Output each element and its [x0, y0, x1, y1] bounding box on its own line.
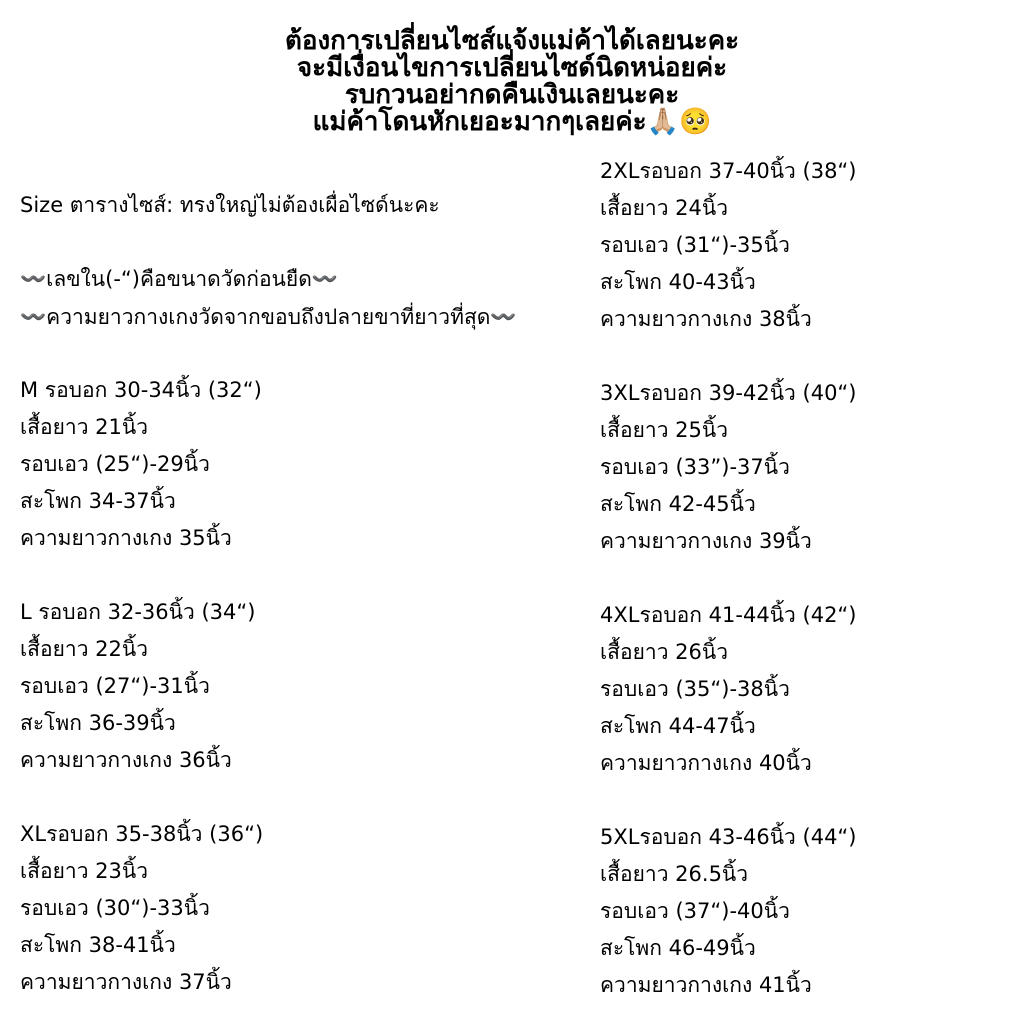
header-line-1: ต้องการเปลี่ยนไซส์แจ้งแม่ค้าได้เลยนะคะ — [284, 26, 740, 56]
size-xl-chest: XLรอบอก 35-38นิ้ว (36“) — [20, 822, 264, 846]
size-xl-shirt-length: เสื้อยาว 23นิ้ว — [20, 859, 149, 883]
header-line-3: รบกวนอย่ากดคืนเงินเลยนะคะ — [344, 80, 680, 110]
size-2xl-hip: สะโพก 40-43นิ้ว — [600, 270, 756, 294]
size-5xl-pants-length: ความยาวกางเกง 41นิ้ว — [600, 973, 812, 997]
size-3xl-chest: 3XLรอบอก 39-42นิ้ว (40“) — [600, 381, 857, 405]
size-5xl-waist: รอบเอว (37“)-40นิ้ว — [600, 899, 790, 923]
size-l-hip: สะโพก 36-39นิ้ว — [20, 711, 176, 735]
size-3xl-waist: รอบเอว (33”)-37นิ้ว — [600, 455, 790, 479]
size-5xl-hip: สะโพก 46-49นิ้ว — [600, 936, 756, 960]
size-xl-waist: รอบเอว (30“)-33นิ้ว — [20, 896, 210, 920]
size-l-chest: L รอบอก 32-36นิ้ว (34“) — [20, 600, 256, 624]
size-2xl-pants-length: ความยาวกางเกง 38นิ้ว — [600, 307, 812, 331]
size-2xl-shirt-length: เสื้อยาว 24นิ้ว — [600, 196, 729, 220]
measure-note-stretch: 〰️เลขใน(-“)คือขนาดวัดก่อนยืด〰️ — [20, 267, 339, 291]
header-notice — [0, 28, 1024, 136]
size-m-hip: สะโพก 34-37นิ้ว — [20, 489, 176, 513]
size-3xl-hip: สะโพก 42-45นิ้ว — [600, 492, 756, 516]
size-4xl-waist: รอบเอว (35“)-38นิ้ว — [600, 677, 790, 701]
size-2xl-chest: 2XLรอบอก 37-40นิ้ว (38“) — [600, 159, 857, 183]
header-line-4: แม่ค้าโดนหักเยอะมากๆเลยค่ะ🙏🏼🥺 — [312, 107, 712, 137]
size-4xl-shirt-length: เสื้อยาว 26นิ้ว — [600, 640, 729, 664]
size-l-pants-length: ความยาวกางเกง 36นิ้ว — [20, 748, 232, 772]
size-5xl-chest: 5XLรอบอก 43-46นิ้ว (44“) — [600, 825, 857, 849]
size-3xl-pants-length: ความยาวกางเกง 39นิ้ว — [600, 529, 812, 553]
size-l-waist: รอบเอว (27“)-31นิ้ว — [20, 674, 210, 698]
size-m-waist: รอบเอว (25“)-29นิ้ว — [20, 452, 210, 476]
measure-note-pants: 〰️ความยาวกางเกงวัดจากขอบถึงปลายขาที่ยาวที่สุด〰️ — [20, 305, 517, 329]
size-2xl-waist: รอบเอว (31“)-35นิ้ว — [600, 233, 790, 257]
size-4xl-pants-length: ความยาวกางเกง 40นิ้ว — [600, 751, 812, 775]
header-line-2: จะมีเงื่อนไขการเปลี่ยนไซด์นิดหน่อยค่ะ — [296, 53, 728, 83]
size-4xl-chest: 4XLรอบอก 41-44นิ้ว (42“) — [600, 603, 857, 627]
size-3xl-shirt-length: เสื้อยาว 25นิ้ว — [600, 418, 729, 442]
size-table-label: Size ตารางไซส์: ทรงใหญ่ไม่ต้องเผื่อไซด์นะคะ — [20, 193, 440, 217]
size-m-chest: M รอบอก 30-34นิ้ว (32“) — [20, 378, 262, 402]
size-m-pants-length: ความยาวกางเกง 35นิ้ว — [20, 526, 232, 550]
size-l-shirt-length: เสื้อยาว 22นิ้ว — [20, 637, 149, 661]
size-5xl-shirt-length: เสื้อยาว 26.5นิ้ว — [600, 862, 749, 886]
size-xl-hip: สะโพก 38-41นิ้ว — [20, 933, 176, 957]
size-xl-pants-length: ความยาวกางเกง 37นิ้ว — [20, 970, 232, 994]
size-4xl-hip: สะโพก 44-47นิ้ว — [600, 714, 756, 738]
size-m-shirt-length: เสื้อยาว 21นิ้ว — [20, 415, 149, 439]
